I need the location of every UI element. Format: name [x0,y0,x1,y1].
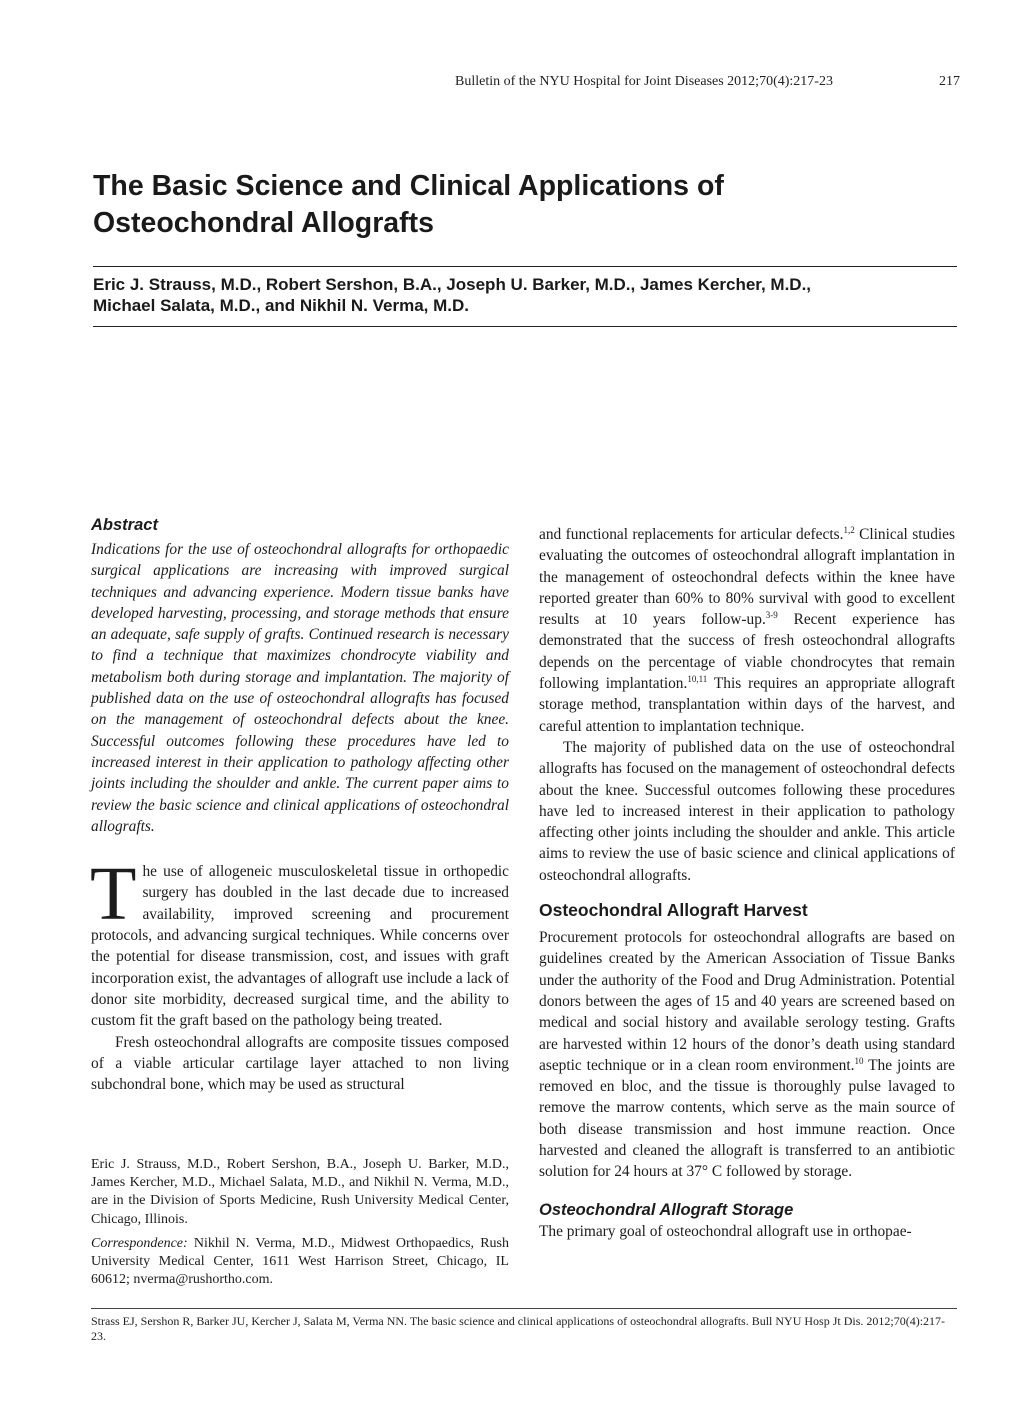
author-rule [93,326,957,327]
title-line-1: The Basic Science and Clinical Applications of [93,170,724,202]
storage-heading: Osteochondral Allograft Storage [539,1200,794,1219]
citation-ref: 10,11 [687,673,708,684]
correspondence-text: Nikhil N. Verma, M.D., Midwest Orthopaedics, Rush University Medical Center, 1611 West Harrison Street, Chicago, IL 60612; nverma@rushortho.com. [91,1235,509,1288]
harvest-paragraph-part-a: Procurement protocols for osteochondral allografts are based on guidelines created by the American Association of Tissue Banks under the authority of the Food and Drug Administration. Potential donors between the ages of 15 and 40 years are screened based on medical and social history and available serology testing. Grafts are harvested within 12 hours of the donor’s death using standard aseptic technique or in a clean room environment. [539,929,955,1074]
intro-paragraph-1 [90,852,509,1031]
intro-paragraph-1-text: he use of allogeneic musculoskeletal tissue in orthopedic surgery has doubled in the last decade due to increased availability, improved screening and procurement protocols, and advancing surgical techniques. While concerns over the potential for disease transmission, cost, and issues with graft incorporation exist, the advantages of allograft use include a lack of donor site morbidity, decreased surgical time, and the ability to custom fit the graft based on the pathology being treated. [91,863,509,1030]
right-column [539,524,955,1242]
citation-ref: 1,2 [843,524,855,535]
drop-cap: T [90,852,137,937]
citation-ref: 10 [854,1055,864,1066]
running-head [455,74,960,90]
storage-paragraph: The primary goal of osteochondral allograft use in orthopae- [539,1222,912,1240]
right-paragraph-1-part-b: Clinical studies evaluating the outcomes of osteochondral allograft implantation in the management of osteochondral defects within the knee have reported greater than 60% to 80% survival with good to excellent results at 10 years follow-up. [539,526,955,629]
citation-ref: 3-9 [765,610,778,621]
harvest-paragraph [539,927,955,1183]
right-paragraph-1-part-d: This requires an appropriate allograft storage method, transplantation within days of the harvest, and careful attention to implantation technique. [539,675,955,735]
intro-paragraph-2: Fresh osteochondral allografts are composite tissues composed of a viable articular cartilage layer attached to non living subchondral bone, which may be used as structural [91,1033,509,1094]
page-number: 217 [939,74,960,89]
footer-rule [91,1308,957,1309]
correspondence-label: Correspondence: [91,1235,188,1251]
correspondence [91,1235,509,1290]
article-title [93,168,953,242]
harvest-paragraph-part-b: The joints are removed en bloc, and the tissue is thoroughly pulse lavaged to remove the marrow contents, which serve as the main source of both disease transmission and host immune reaction. Once harvested and cleaned the allograft is transferred to an antibiotic solution for 24 hours at 37° C followed by storage. [539,1056,955,1181]
title-line-2: Osteochondral Allografts [93,207,434,239]
title-rule [93,266,957,267]
abstract-body: Indications for the use of osteochondral allografts for orthopaedic surgical applications are increasing with improved surgical techniques and advancing experience. Modern tissue banks have developed harvesting, processing, and storage methods that ensure an adequate, safe supply of grafts. Continued research is necessary to find a technique that maximizes chondrocyte viability and metabolism both during storage and implantation. The majority of published data on the use of osteochondral allografts has focused on the management of osteochondral defects about the knee. Successful outcomes following these procedures have led to increased interest in their application to pathology affecting other joints including the shoulder and ankle. The current paper aims to review the basic science and clinical applications of osteochondral allografts. [91,541,509,835]
right-paragraph-1-part-a: and functional replacements for articular defects. [539,526,844,543]
right-paragraph-2: The majority of published data on the use of osteochondral allografts has focused on the management of osteochondral defects about the knee. Successful outcomes following these procedures have led to increased interest in their application to pathology affecting other joints including the shoulder and ankle. This article aims to review the use of basic science and clinical applications of osteochondral allografts. [539,738,955,884]
citation-footer: Strass EJ, Sershon R, Barker JU, Kercher J, Salata M, Verma NN. The basic science and clinical applications of osteochondral allografts. Bull NYU Hosp Jt Dis. 2012;70(4):217-23. [91,1314,946,1343]
right-paragraph-1 [539,524,955,737]
author-list [93,274,957,316]
left-column [91,514,509,1095]
affiliation-footnote [91,1156,509,1289]
harvest-heading: Osteochondral Allograft Harvest [539,900,808,921]
journal-reference: Bulletin of the NYU Hospital for Joint Diseases 2012;70(4):217-23 [455,74,833,89]
right-paragraph-1-part-c: Recent experience has demonstrated that the success of fresh osteochondral allografts depends on the percentage of viable chondrocytes that remain following implantation. [539,611,956,693]
author-line-1: Eric J. Strauss, M.D., Robert Sershon, B.A., Joseph U. Barker, M.D., James Kercher, M.D., [93,275,812,294]
author-line-2: Michael Salata, M.D., and Nikhil N. Verma, M.D. [93,296,469,315]
abstract-heading: Abstract [91,516,158,534]
affiliation-text: Eric J. Strauss, M.D., Robert Sershon, B.A., Joseph U. Barker, M.D., James Kercher, M.D., Michael Salata, M.D., and Nikhil N. Verma, M.D., are in the Division of Sports Medicine, Rush University Medical Center, Chicago, Illinois. [91,1157,509,1227]
